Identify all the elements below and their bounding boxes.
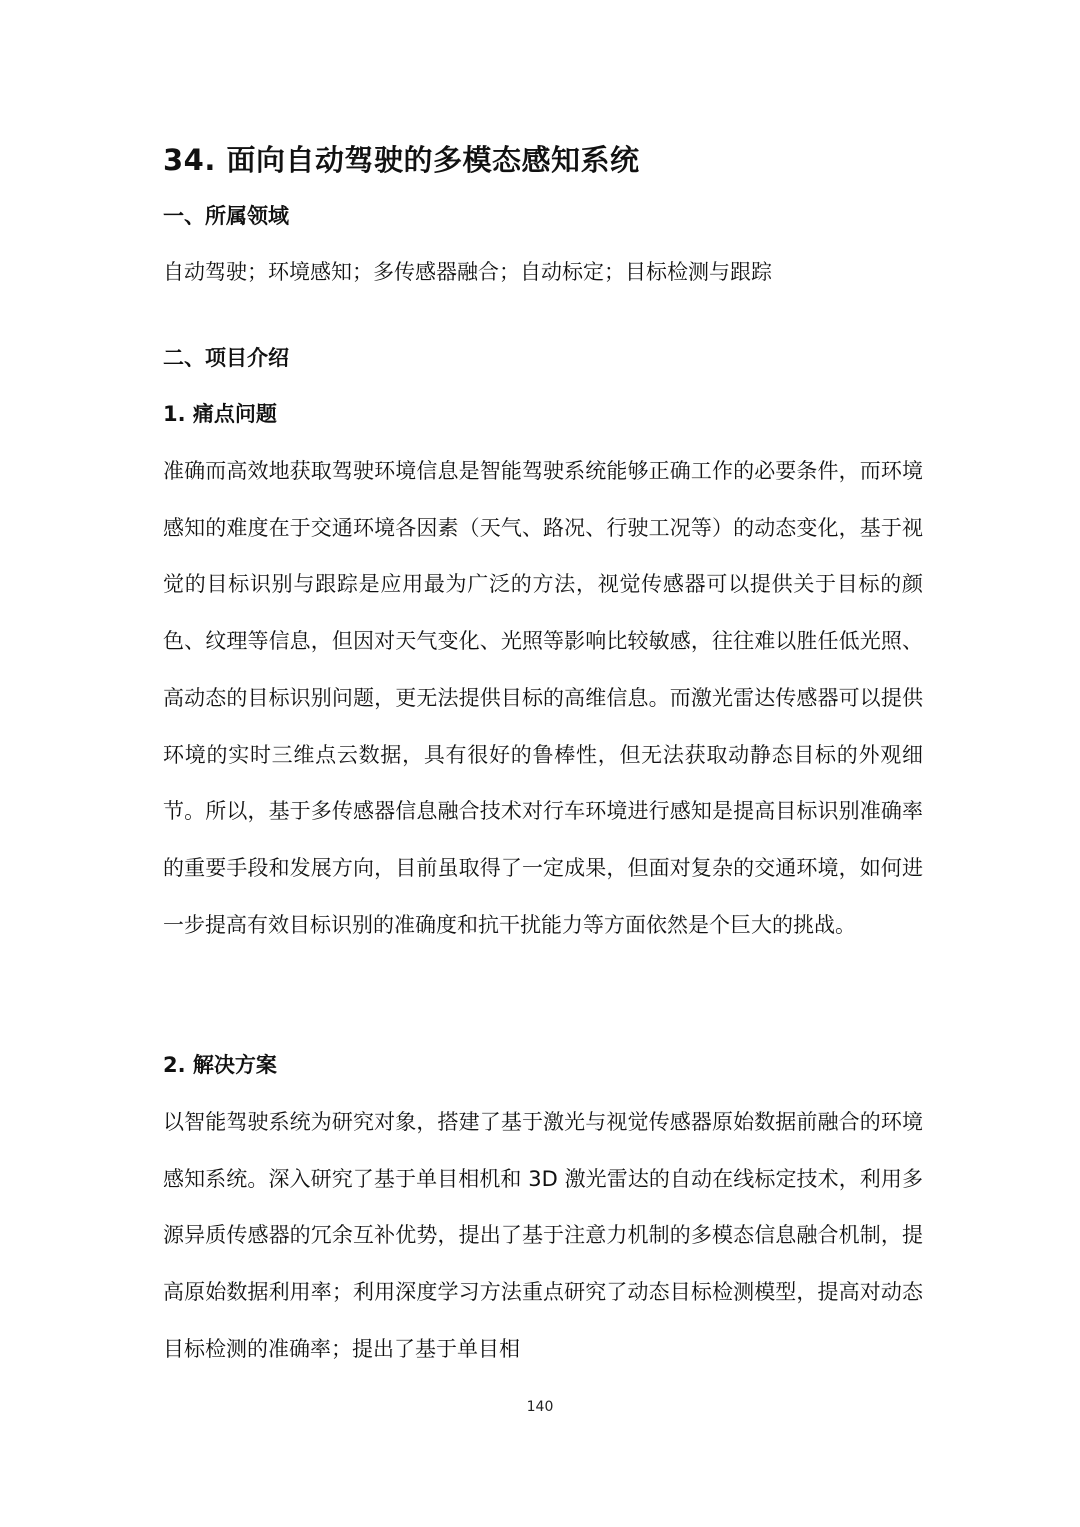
page-title: 34. 面向自动驾驶的多模态感知系统 bbox=[163, 143, 640, 177]
section-heading-field: 一、所属领域 bbox=[163, 204, 289, 228]
paragraph-pain-points: 准确而高效地获取驾驶环境信息是智能驾驶系统能够正确工作的必要条件，而环境感知的难度在于交通环境各因素（天气、路况、行驶工况等）的动态变化，基于视觉的目标识别与跟踪是应用最为广泛的方法，视觉传感器可以提供关于目标的颜色、纹理等信息，但因对天气变化、光照等影响比较敏感，往往难以胜任低光照、高动态的目标识别问题，更无法提供目标的高维信息。而激光雷达传感器可以提供环境的实时三维点云数据，具有很好的鲁棒性，但无法获取动静态目标的外观细节。所以，基于多传感器信息融合技术对行车环境进行感知是提高目标识别准确率的重要手段和发展方向，目前虽取得了一定成果，但面对复杂的交通环境，如何进一步提高有效目标识别的准确度和抗干扰能力等方面依然是个巨大的挑战。 bbox=[163, 459, 923, 937]
subheading-pain-points: 1. 痛点问题 bbox=[163, 402, 277, 426]
paragraph-solution: 以智能驾驶系统为研究对象，搭建了基于激光与视觉传感器原始数据前融合的环境感知系统。深入研究了基于单目相机和 3D 激光雷达的自动在线标定技术，利用多源异质传感器的冗余互补优势，提出了基于注意力机制的多模态信息融合机制，提高原始数据利用率；利用深度学习方法重点研究了动态目标检测模型，提高对动态目标检测的准确率；提出了基于单目相 bbox=[163, 1110, 923, 1361]
section-heading-intro: 二、项目介绍 bbox=[163, 346, 289, 370]
field-list: 自动驾驶；环境感知；多传感器融合；自动标定；目标检测与跟踪 bbox=[163, 260, 772, 284]
subheading-solution: 2. 解决方案 bbox=[163, 1053, 277, 1077]
page-number: 140 bbox=[526, 1399, 554, 1415]
